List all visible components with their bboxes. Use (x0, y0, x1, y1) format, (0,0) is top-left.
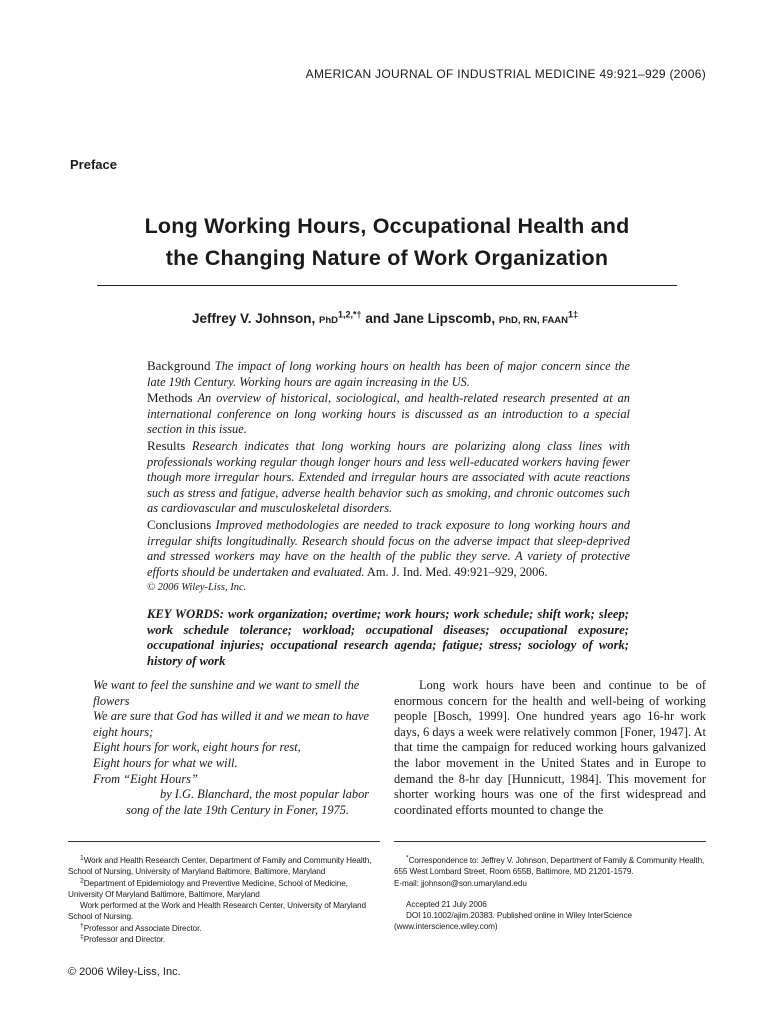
footnote-title-dagger: †Professor and Associate Director. (80, 922, 202, 933)
footnotes-left (68, 855, 384, 945)
body-column (394, 678, 706, 818)
abstract-copyright: © 2006 Wiley-Liss, Inc. (147, 582, 247, 594)
title-divider (97, 285, 677, 286)
footnote-divider-right (394, 841, 706, 842)
footnote-accepted-date: Accepted 21 July 2006 (406, 899, 487, 909)
abstract-background (147, 358, 630, 390)
keywords-text: work organization; overtime; work hours; work schedule; shift work; sleep; work schedule tolerance; workload; occupational diseases; occupational exposure; occupational injuries; occupational research agenda; fatigue; stress; sociology of work; history of work (147, 607, 629, 668)
journal-header: AMERICAN JOURNAL OF INDUSTRIAL MEDICINE 49:921–929 (2006) (305, 67, 706, 81)
footnote-email: E-mail: jjohnson@son.umaryland.edu (394, 878, 527, 888)
abstract-methods-heading: Methods (147, 390, 193, 406)
abstract-methods-text: An overview of historical, sociological, and health-related research presented at an international conference on long working hours is discussed as an introduction to a special section in this issue. (147, 391, 630, 437)
footnotes-right (394, 855, 712, 933)
footnote-title-double-dagger: ‡Professor and Director. (80, 933, 166, 945)
epigraph-source: From “Eight Hours” (93, 771, 198, 786)
author-connector: and (365, 311, 390, 326)
keywords (147, 607, 629, 669)
footnote-work-performed: Work performed at the Work and Health Research Center, University of Maryland School of Nursing. (68, 901, 366, 922)
abstract-background-text: The impact of long working hours on health has been of major concern since the late 19th Century. Working hours are again increasing in the US. (147, 359, 630, 389)
author-line (60, 311, 710, 326)
abstract-conclusions-text: Improved methodologies are needed to track exposure to long working hours and irregular shifts longitudinally. Research should focus on the adverse impact that sleep-deprived and stressed workers may have on the health of the public they serve. A variety of protective efforts should be undertaken and evaluated. (147, 517, 630, 579)
abstract-conclusions-heading: Conclusions (147, 516, 212, 532)
footnote-divider-left (68, 841, 380, 842)
body-paragraph: Long work hours have been and continue to be of enormous concern for the health and well-being of working people [Bosch, 1999]. One hundred years ago 16-hr work days, 6 days a week were relatively common [Foner, 1947]. At that time the campaign for reduced working hours galvanized the labor movement in the United States and in Europe to demand the 8-hr day [Hunnicutt, 1984]. This movement for shorter working hours was one of the first widespread and coordinated efforts mounted to change the (394, 678, 706, 817)
epigraph-line: Eight hours for work, eight hours for rest, (93, 740, 301, 755)
epigraph-attribution: song of the late 19th Century in Foner, 1975. (126, 802, 350, 817)
abstract-results-heading: Results (147, 437, 186, 453)
title-line-1: Long Working Hours, Occupational Health and (144, 214, 630, 238)
article-title (62, 210, 712, 274)
abstract-results-text: Research indicates that long working hours are polarizing along class lines with professionals working regular though longer hours and less well-educated workers having fewer though more irregular hours. Extended and irregular hours are associated with acute reactions such as stress and fatigue, adverse health behavior such as smoking, and chronic outcomes such as cardiovascular and musculoskeletal disorders. (147, 438, 630, 516)
abstract-results (147, 438, 630, 517)
author-1-affiliations: 1,2,*† (338, 309, 362, 320)
footnote-doi: DOI 10.1002/ajim.20383. Published online in Wiley InterScience (406, 911, 632, 921)
footnote-affiliation-1: $^1$Work and Health Research Center, Department of Family and Community Health, School of Nursing, University of Maryland Baltimore, Baltimore, Maryland (68, 854, 372, 877)
footnote-affiliation-2: $^2$Department of Epidemiology and Preventive Medicine, School of Medicine, University Of Maryland Baltimore, Baltimore, Maryland (68, 876, 348, 899)
title-line-2: the Changing Nature of Work Organization (165, 246, 609, 270)
author-1-credentials: PhD (319, 315, 339, 326)
section-label: Preface (70, 157, 117, 172)
abstract-methods (147, 390, 630, 438)
abstract-background-heading: Background (147, 358, 211, 373)
epigraph (93, 678, 383, 818)
abstract-conclusions (147, 517, 630, 580)
abstract (147, 358, 630, 596)
footnote-correspondence: *Correspondence to: Jeffrey V. Johnson, Department of Family & Community Health, 655 West Lombard Street, Room 655B, Baltimore, MD 21201-1579. (394, 854, 705, 877)
keywords-label: KEY WORDS: (147, 607, 224, 621)
epigraph-line: Eight hours for what we will. (93, 755, 238, 770)
author-1-name: Jeffrey V. Johnson, (191, 311, 316, 326)
epigraph-attribution: by I.G. Blanchard, the most popular labor (160, 787, 370, 802)
author-2-affiliations: 1‡ (568, 309, 579, 320)
footnote-url: (www.interscience.wiley.com) (394, 922, 498, 932)
abstract-citation: Am. J. Ind. Med. 49:921–929, 2006. (366, 564, 548, 579)
page-copyright: © 2006 Wiley-Liss, Inc. (68, 966, 181, 978)
author-2-name: Jane Lipscomb, (393, 311, 496, 326)
epigraph-line: We are sure that God has willed it and we mean to have eight hours; (93, 709, 370, 739)
epigraph-line: We want to feel the sunshine and we want to smell the flowers (93, 678, 360, 708)
author-2-credentials: PhD, RN, FAAN (498, 315, 569, 326)
